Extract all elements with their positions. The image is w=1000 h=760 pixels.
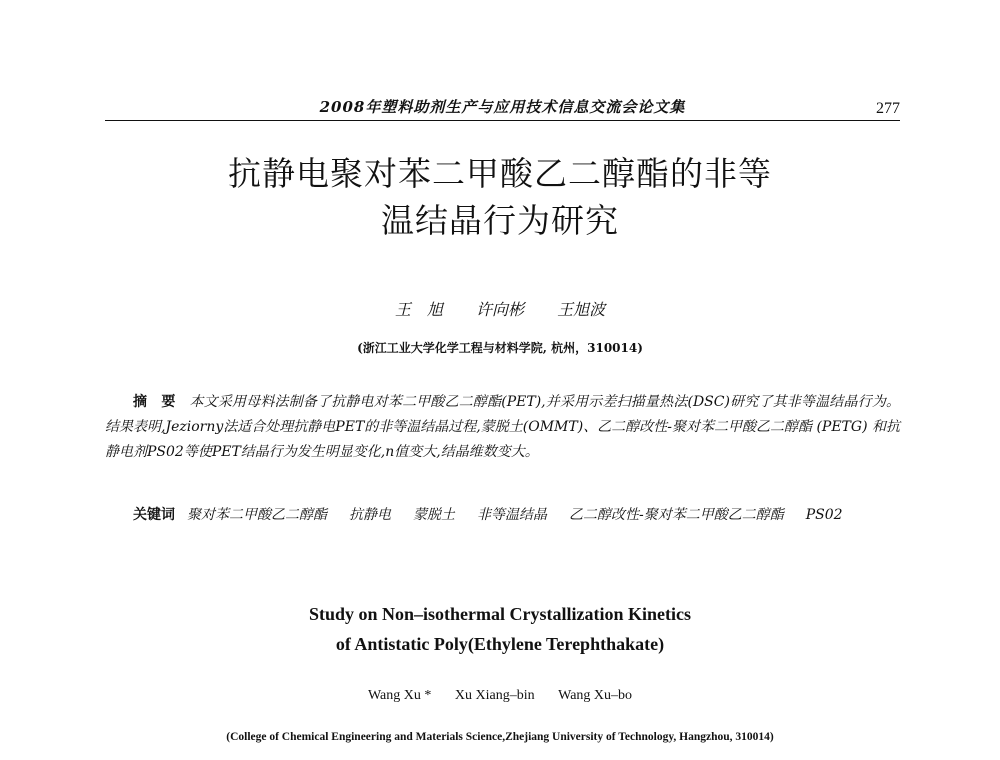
keyword: 非等温结晶 [477, 507, 547, 523]
keyword: 乙二醇改性-聚对苯二甲酸乙二醇酯 [569, 507, 784, 523]
affiliation-en: (College of Chemical Engineering and Materials Science,Zhejiang University of Technology, Hangzhou, 310014) [226, 731, 774, 743]
author-cn: 许向彬 [475, 300, 524, 319]
page-number: 277 [876, 100, 900, 117]
author-cn: 王 旭 [394, 300, 443, 319]
author-cn: 王旭波 [557, 300, 606, 319]
keywords-cn [105, 503, 900, 528]
abstract-label: 摘 要 [133, 394, 176, 410]
authors-en [0, 688, 1000, 704]
paper-title-en [0, 599, 1000, 659]
keyword: 蒙脱土 [413, 507, 455, 523]
author-en: Wang Xu * [367, 688, 432, 703]
authors-cn [0, 297, 1000, 320]
keyword: 抗静电 [349, 507, 391, 523]
running-header [105, 92, 900, 121]
abstract-text: 本文采用母料法制备了抗静电对苯二甲酸乙二醇酯(PET),并采用示差扫描量热法(DSC)研究了其非等温结晶行为。结果表明,Jeziorny法适合处理抗静电PET的非等温结晶过程,蒙脱土(OMMT)、乙二醇改性-聚对苯二甲酸乙二醇酯 (PETG) 和抗静电剂PS02等使PET结晶行为发生明显变化,n值变大,结晶维数变大。 [105, 394, 900, 460]
affiliation-cn: (浙江工业大学化学工程与材料学院, 杭州，310014) [357, 341, 643, 355]
author-en: Wang Xu–bo [558, 688, 633, 703]
keywords-label: 关键词 [133, 507, 175, 523]
abstract-cn [105, 390, 900, 465]
paper-title-cn [0, 150, 1000, 244]
keyword: PS02 [805, 507, 843, 523]
paper-title-en-line2: of Antistatic Poly(Ethylene Terephthakate) [335, 634, 665, 654]
paper-title-cn-line1: 抗静电聚对苯二甲酸乙二醇酯的非等 [228, 154, 772, 193]
paper-title-en-line1: Study on Non–isothermal Crystallization Kinetics [308, 604, 691, 624]
running-title: 2008年塑料助剂生产与应用技术信息交流会论文集 [319, 98, 686, 116]
keyword: 聚对苯二甲酸乙二醇酯 [187, 507, 327, 523]
paper-title-cn-line2: 温结晶行为研究 [381, 201, 619, 240]
author-en: Xu Xiang–bin [454, 688, 535, 703]
